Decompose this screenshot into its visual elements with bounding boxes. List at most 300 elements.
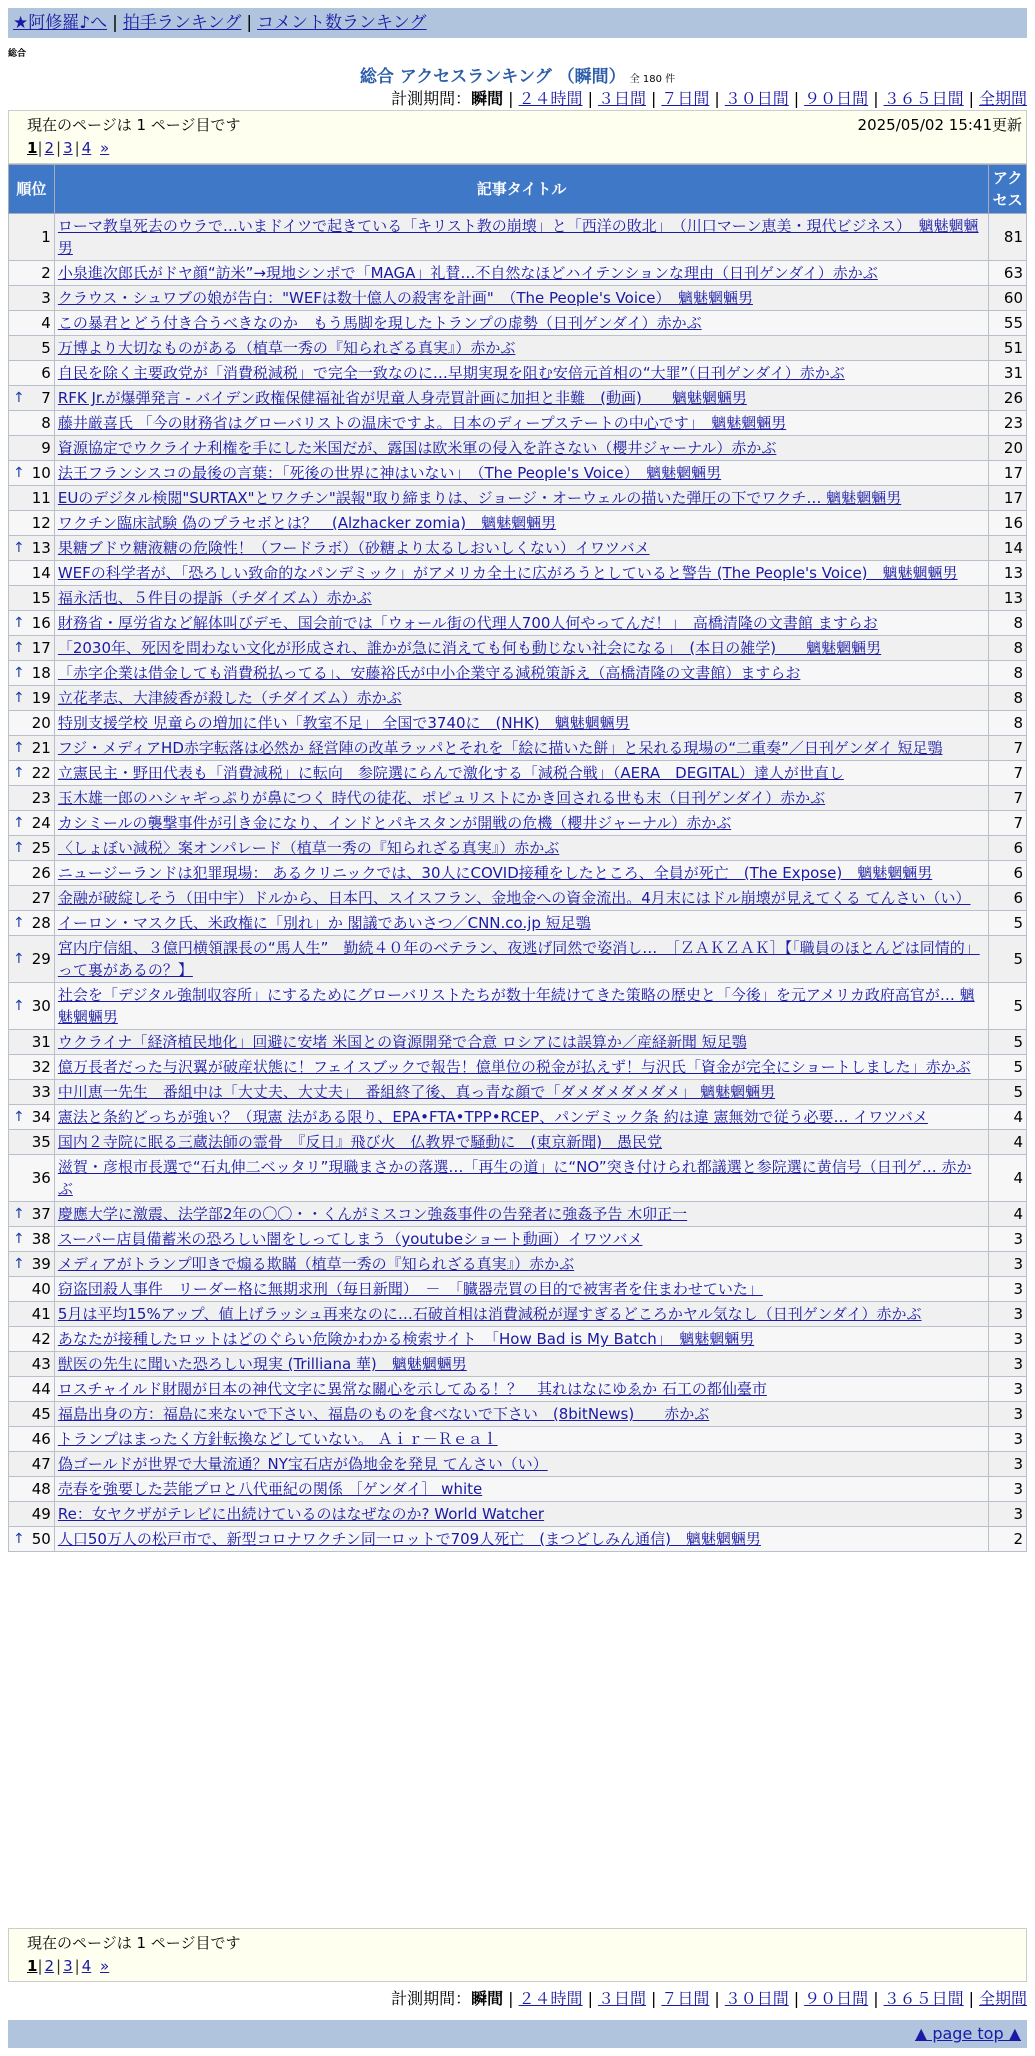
article-title-link[interactable]: 滋賀・彦根市長選で“石丸伸二ベッタリ”現職まさかの落選…「再生の道」に“NO”突き付けられ都議選と参院選に黄信号（日刊ゲ… 赤かぶ	[57, 1158, 972, 1198]
rank-cell	[9, 1277, 55, 1302]
table-row	[9, 1055, 1027, 1080]
rank-cell	[9, 1327, 55, 1352]
access-count: 13	[989, 586, 1027, 611]
table-row	[9, 286, 1027, 311]
title-cell	[54, 661, 988, 686]
access-count: 63	[989, 261, 1027, 286]
article-title-link[interactable]: 玉木雄一郎のハシャギっぷりが鼻につく 時代の徒花、ポピュリストにかき回される世も末（日刊ゲンダイ）赤かぶ	[57, 789, 826, 807]
article-title-link[interactable]: 宮内庁信組、３億円横領課長の“馬人生” 勤続４０年のベテラン、夜逃げ同然で姿消し… ［ＺＡＫＺＡＫ］【「職員のほとんどは同情的」って裏があるの？】	[57, 939, 980, 979]
article-title-link[interactable]: 獣医の先生に聞いた恐ろしい現実 (Trilliana 華) 魑魅魍魎男	[57, 1355, 467, 1373]
article-title-link[interactable]: 中川恵一先生 番組中は「大丈夫、大丈夫」 番組終了後、真っ青な顔で「ダメダメダメダメ」 魑魅魍魎男	[57, 1083, 776, 1101]
rank-number: 4	[41, 314, 51, 332]
table-row	[9, 911, 1027, 936]
title-cell	[54, 461, 988, 486]
article-title-link[interactable]: 法王フランシスコの最後の言葉：「死後の世界に神はいない」 （The People's Voice） 魑魅魍魎男	[57, 464, 722, 482]
table-row	[9, 511, 1027, 536]
table-row	[9, 561, 1027, 586]
table-row	[9, 1477, 1027, 1502]
article-title-link[interactable]: 特別支援学校 児童らの増加に伴い「教室不足」 全国で3740に (NHK) 魑魅魍魎男	[57, 714, 630, 732]
rank-up-arrow-icon: ↑	[13, 1206, 25, 1222]
article-title-link[interactable]: 立憲民主・野田代表も「消費減税」に転向 参院選にらんで激化する「減税合戦」（AERA DEGITAL）達人が世直し	[57, 764, 844, 782]
period-separator: |	[873, 1989, 879, 2008]
period-link[interactable]: 全期間	[978, 1989, 1027, 2008]
rank-number: 7	[41, 389, 51, 407]
rank-cell	[9, 1105, 55, 1130]
rank-cell	[9, 936, 55, 983]
page-separator: |	[74, 139, 80, 157]
article-title-link[interactable]: 憲法と条約どっちが強い？（現憲 法がある限り、EPA•FTA•TPP•RCEP、パンデミック条 約は違 憲無効で従う必要… イワツバメ	[57, 1108, 928, 1126]
access-count: 20	[989, 436, 1027, 461]
title-cell	[54, 936, 988, 983]
period-separator: |	[587, 89, 593, 108]
title-cell	[54, 1452, 988, 1477]
rank-number: 3	[41, 289, 51, 307]
article-title-link[interactable]: 「赤字企業は借金しても消費税払ってる」、安藤裕氏が中小企業守る減税策訴え（高橋清隆の文書館）ますらお	[57, 664, 801, 682]
title-cell	[54, 536, 988, 561]
article-title-link[interactable]: 万博より大切なものがある（植草一秀の『知られざる真実』）赤かぶ	[57, 339, 516, 357]
period-separator: |	[508, 89, 514, 108]
top-nav-bar	[8, 8, 1027, 38]
rank-cell	[9, 1452, 55, 1477]
page-link[interactable]: 2	[44, 139, 55, 157]
table-row	[9, 1202, 1027, 1227]
rank-cell	[9, 1130, 55, 1155]
article-title-link[interactable]: 立花孝志、大津綾香が殺した（チダイズム）赤かぶ	[57, 689, 402, 707]
article-title-link[interactable]: 財務省・厚労省など解体叫びデモ、国会前では「ウォール街の代理人700人何やってんだ！」 高橋清隆の文書館 ますらお	[57, 614, 878, 632]
table-row	[9, 1130, 1027, 1155]
access-count: 8	[989, 661, 1027, 686]
access-count: 81	[989, 214, 1027, 261]
page-separator: |	[37, 1957, 43, 1975]
access-count: 51	[989, 336, 1027, 361]
table-row	[9, 661, 1027, 686]
access-count: 5	[989, 936, 1027, 983]
table-row	[9, 886, 1027, 911]
access-count: 3	[989, 1302, 1027, 1327]
article-title-link[interactable]: 金融が破綻しそう（田中宇）ドルから、日本円、スイスフラン、金地金への資金流出。4月末にはドル崩壊が見えてくる てんさい（い）	[57, 889, 971, 907]
rank-cell	[9, 361, 55, 386]
table-row	[9, 1377, 1027, 1402]
access-count: 16	[989, 511, 1027, 536]
rank-number: 13	[31, 539, 51, 557]
rank-number: 18	[31, 664, 51, 682]
article-title-link[interactable]: イーロン・マスク氏、米政権に「別れ」か 閣議であいさつ／CNN.co.jp 短足鶚	[57, 914, 591, 932]
table-row	[9, 836, 1027, 861]
title-cell	[54, 1352, 988, 1377]
page-link[interactable]: 2	[44, 1957, 55, 1975]
article-title-link[interactable]: 億万長者だった与沢翼が破産状態に！フェイスブックで報告！億単位の税金が払えず！与沢氏「資金が完全にショートしました」赤かぶ	[57, 1058, 971, 1076]
updated-timestamp: 2025/05/02 15:41更新	[857, 116, 1022, 134]
article-title-link[interactable]: フジ・メディアHD赤字転落は必然か 経営陣の改革ラッパとそれを「絵に描いた餅」と呆れる現場の“二重奏”／日刊ゲンダイ 短足鶚	[57, 739, 943, 757]
title-cell	[54, 1502, 988, 1527]
rank-cell	[9, 511, 55, 536]
rank-up-arrow-icon: ↑	[13, 915, 25, 931]
nav-separator: |	[112, 13, 118, 33]
rank-up-arrow-icon: ↑	[13, 740, 25, 756]
article-title-link[interactable]: 果糖ブドウ糖液糖の危険性！（フードラボ）（砂糖より太るしおいしくない）イワツバメ	[57, 539, 650, 557]
rank-up-arrow-icon: ↑	[13, 1256, 25, 1272]
title-cell	[54, 214, 988, 261]
table-row	[9, 1352, 1027, 1377]
rank-cell	[9, 1352, 55, 1377]
rank-cell	[9, 661, 55, 686]
title-cell	[54, 1155, 988, 1202]
page-link[interactable]: 3	[63, 139, 73, 157]
table-row	[9, 1277, 1027, 1302]
table-row	[9, 761, 1027, 786]
article-title-link[interactable]: 売春を強要した芸能プロと八代亜紀の関係 ［ゲンダイ］ white	[57, 1480, 483, 1498]
table-row	[9, 1252, 1027, 1277]
period-link[interactable]: ３６５日間	[883, 1989, 964, 2008]
access-count: 31	[989, 361, 1027, 386]
page-numbers	[27, 1955, 1008, 1978]
comment-ranking-link[interactable]: コメント数ランキング	[257, 13, 427, 33]
title-cell	[54, 1130, 988, 1155]
table-row	[9, 411, 1027, 436]
title-cell	[54, 686, 988, 711]
rank-cell	[9, 261, 55, 286]
period-link[interactable]: ９０日間	[804, 1989, 869, 2008]
rank-number: 14	[31, 564, 51, 582]
rank-cell	[9, 336, 55, 361]
rank-number: 48	[31, 1480, 51, 1498]
table-row	[9, 786, 1027, 811]
home-link[interactable]: ★阿修羅♪へ	[13, 13, 108, 33]
page-link[interactable]: 4	[81, 139, 92, 157]
rank-number: 40	[31, 1280, 51, 1298]
period-link[interactable]: ２４時間	[518, 89, 583, 108]
table-row	[9, 586, 1027, 611]
title-cell	[54, 1277, 988, 1302]
article-title-link[interactable]: 窃盗団殺人事件 リーダー格に無期求刑（毎日新聞） － 「臓器売買の目的で被害者を住まわせていた」	[57, 1280, 763, 1298]
period-link[interactable]: ２４時間	[518, 1989, 583, 2008]
rank-number: 1	[41, 228, 51, 246]
rank-number: 10	[31, 464, 51, 482]
rank-number: 2	[41, 264, 51, 282]
page-separator: |	[37, 139, 43, 157]
period-separator: |	[793, 1989, 800, 2008]
nav-separator: |	[246, 13, 253, 33]
period-separator: |	[508, 1989, 514, 2008]
page-title-line	[0, 62, 1035, 87]
title-cell	[54, 711, 988, 736]
article-title-link[interactable]: Re：女ヤクザがテレビに出続けているのはなぜなのか? World Watcher	[57, 1505, 545, 1523]
rank-number: 37	[31, 1205, 51, 1223]
period-separator: |	[873, 89, 879, 108]
rank-up-arrow-icon: ↑	[13, 1231, 25, 1247]
access-count: 3	[989, 1502, 1027, 1527]
rank-number: 28	[31, 914, 51, 932]
rank-cell	[9, 1527, 55, 1552]
access-count: 8	[989, 611, 1027, 636]
title-cell	[54, 861, 988, 886]
period-link[interactable]: ７日間	[661, 1989, 710, 2008]
table-row	[9, 1105, 1027, 1130]
table-row	[9, 1302, 1027, 1327]
period-link[interactable]: ７日間	[661, 89, 710, 108]
access-count: 4	[989, 1202, 1027, 1227]
title-cell	[54, 636, 988, 661]
rank-number: 39	[31, 1255, 51, 1273]
rank-number: 30	[31, 997, 51, 1015]
rank-number: 26	[31, 864, 51, 882]
access-count: 6	[989, 861, 1027, 886]
article-title-link[interactable]: 小泉進次郎氏がドヤ顔“訪米”→現地シンポで「MAGA」礼賛…不自然なほどハイテンションな理由（日刊ゲンダイ）赤かぶ	[57, 264, 878, 282]
access-count: 6	[989, 886, 1027, 911]
rank-up-arrow-icon: ↑	[13, 1109, 25, 1125]
access-count: 2	[989, 1527, 1027, 1552]
rank-cell	[9, 983, 55, 1030]
article-title-link[interactable]: カシミールの襲撃事件が引き金になり、インドとパキスタンが開戦の危機（櫻井ジャーナル）赤かぶ	[57, 814, 732, 832]
table-row	[9, 1502, 1027, 1527]
article-title-link[interactable]: 福島出身の方：福島に来ないで下さい、福島のものを食べないで下さい (8bitNews) 赤かぶ	[57, 1405, 710, 1423]
access-count: 5	[989, 1030, 1027, 1055]
title-cell	[54, 361, 988, 386]
article-title-link[interactable]: あなたが接種したロットはどのぐらい危険かわかる検索サイト 「How Bad is My Batch」 魑魅魍魎男	[57, 1330, 755, 1348]
rank-number: 9	[41, 439, 51, 457]
ranking-table	[8, 164, 1027, 1552]
rank-cell	[9, 536, 55, 561]
access-count: 3	[989, 1377, 1027, 1402]
article-title-link[interactable]: 資源協定でウクライナ利権を手にした米国だが、露国は欧米軍の侵入を許さない（櫻井ジャーナル）赤かぶ	[57, 439, 777, 457]
rank-number: 12	[31, 514, 51, 532]
rank-cell	[9, 214, 55, 261]
page-numbers	[27, 137, 1008, 160]
table-row	[9, 1080, 1027, 1105]
page-link[interactable]: 3	[63, 1957, 73, 1975]
rank-number: 20	[31, 714, 51, 732]
rank-up-arrow-icon: ↑	[13, 390, 25, 406]
rank-number: 19	[31, 689, 51, 707]
article-title-link[interactable]: ワクチン臨床試験 偽のプラセボとは？ (Alzhacker zomia) 魑魅魍魎男	[57, 514, 557, 532]
total-count: 全 180 件	[629, 74, 676, 85]
article-title-link[interactable]: 〈しょぼい減税〉案オンパレード（植草一秀の『知られざる真実』）赤かぶ	[57, 839, 560, 857]
article-title-link[interactable]: EUのデジタル検閲"SURTAX"とワクチン"誤報"取り締まりは、ジョージ・オーウェルの描いた弾圧の下でワクチ… 魑魅魍魎男	[57, 489, 902, 507]
rank-up-arrow-icon: ↑	[13, 840, 25, 856]
rank-cell	[9, 636, 55, 661]
access-count: 4	[989, 1130, 1027, 1155]
article-title-link[interactable]: 藤井厳喜氏 「今の財務省はグローバリストの温床ですよ。日本のディープステートの中心です」 魑魅魍魎男	[57, 414, 787, 432]
rank-cell	[9, 786, 55, 811]
article-title-link[interactable]: ローマ教皇死去のウラで…いまドイツで起きている「キリスト教の崩壊」と「西洋の敗北」 （川口マーン恵美・現代ビジネス） 魑魅魍魎男	[57, 217, 979, 257]
article-title-link[interactable]: 5月は平均15%アップ、値上げラッシュ再来なのに…石破首相は消費減税が遅すぎるどころかヤル気なし（日刊ゲンダイ）赤かぶ	[57, 1305, 922, 1323]
access-count: 7	[989, 786, 1027, 811]
rank-number: 33	[31, 1083, 51, 1101]
rank-number: 11	[31, 489, 51, 507]
rank-up-arrow-icon: ↑	[13, 765, 25, 781]
table-row	[9, 686, 1027, 711]
rank-cell	[9, 1502, 55, 1527]
rank-number: 23	[31, 789, 51, 807]
bottom-bar	[8, 2020, 1027, 2048]
article-title-link[interactable]: WEFの科学者が、「恐ろしい致命的なパンデミック」がアメリカ全土に広がろうとしていると警告 (The People's Voice) 魑魅魍魎男	[57, 564, 958, 582]
access-count: 13	[989, 561, 1027, 586]
article-title-link[interactable]: 自民を除く主要政党が「消費税減税」で完全一致なのに…早期実現を阻む安倍元首相の“大罪”（日刊ゲンダイ）赤かぶ	[57, 364, 845, 382]
table-row	[9, 1327, 1027, 1352]
rank-cell	[9, 611, 55, 636]
table-row	[9, 536, 1027, 561]
title-cell	[54, 261, 988, 286]
next-page-link[interactable]: »	[100, 1957, 110, 1975]
period-link[interactable]: ３０日間	[724, 89, 789, 108]
article-title-link[interactable]: トランプはまったく方針転換などしていない。 Ａｉｒ－Ｒｅａｌ	[57, 1430, 498, 1448]
article-title-link[interactable]: ロスチャイルド財閥が日本の神代文字に異常な關心を示してゐる！？ 其れはなにゆゑか 石工の都仙臺市	[57, 1380, 767, 1398]
title-cell	[54, 983, 988, 1030]
rank-number: 31	[31, 1033, 51, 1051]
rank-number: 36	[31, 1169, 51, 1187]
article-title-link[interactable]: 「2030年、死因を問わない文化が形成され、誰かが急に消えても何も動じない社会になる」 (本日の雑学) 魑魅魍魎男	[57, 639, 882, 657]
period-separator: |	[968, 1989, 974, 2008]
pager-bottom	[8, 1928, 1027, 1982]
table-row	[9, 636, 1027, 661]
period-link[interactable]: ３０日間	[724, 1989, 789, 2008]
article-title-link[interactable]: 偽ゴールドが世界で大量流通？NY宝石店が偽地金を発見 てんさい（い）	[57, 1455, 548, 1473]
rank-cell	[9, 311, 55, 336]
period-label: 計測期間：	[391, 1989, 472, 2008]
access-count: 3	[989, 1252, 1027, 1277]
period-separator: |	[650, 1989, 657, 2008]
title-cell	[54, 1030, 988, 1055]
title-cell	[54, 486, 988, 511]
period-link[interactable]: 全期間	[978, 89, 1027, 108]
table-row	[9, 461, 1027, 486]
access-count: 7	[989, 736, 1027, 761]
col-header-title: 記事タイトル	[54, 165, 988, 214]
article-title-link[interactable]: RFK Jr.が爆弾発言 - バイデン政権保健福祉省が児童人身売買計画に加担と非難 (動画) 魑魅魍魎男	[57, 389, 747, 407]
access-count: 3	[989, 1327, 1027, 1352]
rank-up-arrow-icon: ↑	[13, 665, 25, 681]
rank-up-arrow-icon: ↑	[13, 540, 25, 556]
rank-number: 6	[41, 364, 51, 382]
period-link[interactable]: ３日間	[597, 1989, 646, 2008]
access-count: 3	[989, 1477, 1027, 1502]
title-cell	[54, 286, 988, 311]
article-title-link[interactable]: この暴君とどう付き合うべきなのか もう馬脚を現したトランプの虚勢（日刊ゲンダイ）赤かぶ	[57, 314, 702, 332]
access-count: 3	[989, 1227, 1027, 1252]
title-cell	[54, 836, 988, 861]
article-title-link[interactable]: 人口50万人の松戸市で、新型コロナワクチン同一ロットで709人死亡 (まつどしみん通信) 魑魅魍魎男	[57, 1530, 761, 1548]
section-label: 総合	[8, 49, 27, 59]
rank-cell	[9, 1252, 55, 1277]
period-label: 計測期間：	[391, 89, 472, 108]
table-row	[9, 361, 1027, 386]
page-separator: |	[56, 1957, 62, 1975]
rank-number: 49	[31, 1505, 51, 1523]
access-count: 5	[989, 1080, 1027, 1105]
rank-number: 15	[31, 589, 51, 607]
period-separator: |	[587, 1989, 593, 2008]
table-row	[9, 1527, 1027, 1552]
next-page-link[interactable]: »	[100, 139, 110, 157]
applause-ranking-link[interactable]: 拍手ランキング	[122, 13, 242, 33]
title-cell	[54, 1252, 988, 1277]
rank-number: 44	[31, 1380, 51, 1398]
rank-cell	[9, 411, 55, 436]
title-cell	[54, 911, 988, 936]
access-count: 5	[989, 911, 1027, 936]
rank-cell	[9, 461, 55, 486]
access-count: 3	[989, 1402, 1027, 1427]
period-link[interactable]: ３６５日間	[883, 89, 964, 108]
article-title-link[interactable]: ウクライナ「経済植民地化」回避に安堵 米国との資源開発で合意 ロシアには誤算か／産経新聞 短足鶚	[57, 1033, 747, 1051]
pager-top	[8, 110, 1027, 164]
rank-cell	[9, 1302, 55, 1327]
table-row	[9, 336, 1027, 361]
rank-number: 17	[31, 639, 51, 657]
article-title-link[interactable]: メディアがトランプ叩きで煽る欺瞞（植草一秀の『知られざる真実』）赤かぶ	[57, 1255, 575, 1273]
table-row	[9, 1427, 1027, 1452]
period-separator: |	[714, 89, 720, 108]
access-count: 26	[989, 386, 1027, 411]
table-header-row	[9, 165, 1027, 214]
rank-number: 38	[31, 1230, 51, 1248]
title-cell	[54, 886, 988, 911]
rank-number: 21	[31, 739, 51, 757]
rank-number: 27	[31, 889, 51, 907]
rank-cell	[9, 286, 55, 311]
title-cell	[54, 336, 988, 361]
title-cell	[54, 1402, 988, 1427]
article-title-link[interactable]: クラウス・シュワブの娘が告白："WEFは数十億人の殺害を計画" （The People's Voice） 魑魅魍魎男	[57, 289, 753, 307]
rank-cell	[9, 1030, 55, 1055]
title-cell	[54, 736, 988, 761]
rank-number: 50	[31, 1530, 51, 1548]
rank-cell	[9, 886, 55, 911]
rank-cell	[9, 586, 55, 611]
table-row	[9, 1030, 1027, 1055]
page-top-link[interactable]: ▲ page top ▲	[914, 2024, 1021, 2043]
pager-status: 現在のページは 1 ページ目です	[27, 116, 241, 134]
article-title-link[interactable]: 福永活也、５件目の提訴（チダイズム）赤かぶ	[57, 589, 372, 607]
title-cell	[54, 811, 988, 836]
page-link[interactable]: 4	[81, 1957, 92, 1975]
col-header-rank: 順位	[9, 165, 55, 214]
period-separator: |	[793, 89, 800, 108]
rank-cell	[9, 1477, 55, 1502]
period-link[interactable]: ９０日間	[804, 89, 869, 108]
table-row	[9, 214, 1027, 261]
current-page-number: 1	[27, 139, 38, 157]
article-title-link[interactable]: 国内２寺院に眠る三蔵法師の霊骨 『反日』飛び火 仏教界で騒動に (東京新聞) 愚民党	[57, 1133, 663, 1151]
title-cell	[54, 1105, 988, 1130]
rank-up-arrow-icon: ↑	[13, 465, 25, 481]
access-count: 3	[989, 1352, 1027, 1377]
table-row	[9, 1452, 1027, 1477]
period-selector-bottom	[391, 1986, 1027, 2009]
period-separator: |	[968, 89, 974, 108]
table-row	[9, 936, 1027, 983]
access-count: 60	[989, 286, 1027, 311]
article-title-link[interactable]: スーパー店員備蓄米の恐ろしい闇をしってしまう（youtubeショート動画）イワツバメ	[57, 1230, 643, 1248]
rank-number: 35	[31, 1133, 51, 1151]
article-title-link[interactable]: ニュージーランドは犯罪現場： あるクリニックでは、30人にCOVID接種をしたところ、全員が死亡 (The Expose) 魑魅魍魎男	[57, 864, 933, 882]
article-title-link[interactable]: 社会を「デジタル強制収容所」にするためにグローバリストたちが数十年続けてきた策略の歴史と「今後」を元アメリカ政府高官が… 魑魅魍魎男	[57, 986, 975, 1026]
rank-number: 34	[31, 1108, 51, 1126]
rank-number: 41	[31, 1305, 51, 1323]
title-cell	[54, 611, 988, 636]
title-cell	[54, 411, 988, 436]
period-selector-top	[391, 86, 1027, 109]
rank-cell	[9, 1202, 55, 1227]
period-link[interactable]: ３日間	[597, 89, 646, 108]
rank-cell	[9, 1055, 55, 1080]
title-cell	[54, 1055, 988, 1080]
current-page-number: 1	[27, 1957, 38, 1975]
rank-number: 45	[31, 1405, 51, 1423]
article-title-link[interactable]: 慶應大学に激震、法学部2年の〇〇・・くんがミスコン強姦事件の告発者に強姦予告 木卯正一	[57, 1205, 688, 1223]
table-row	[9, 261, 1027, 286]
rank-cell	[9, 1227, 55, 1252]
